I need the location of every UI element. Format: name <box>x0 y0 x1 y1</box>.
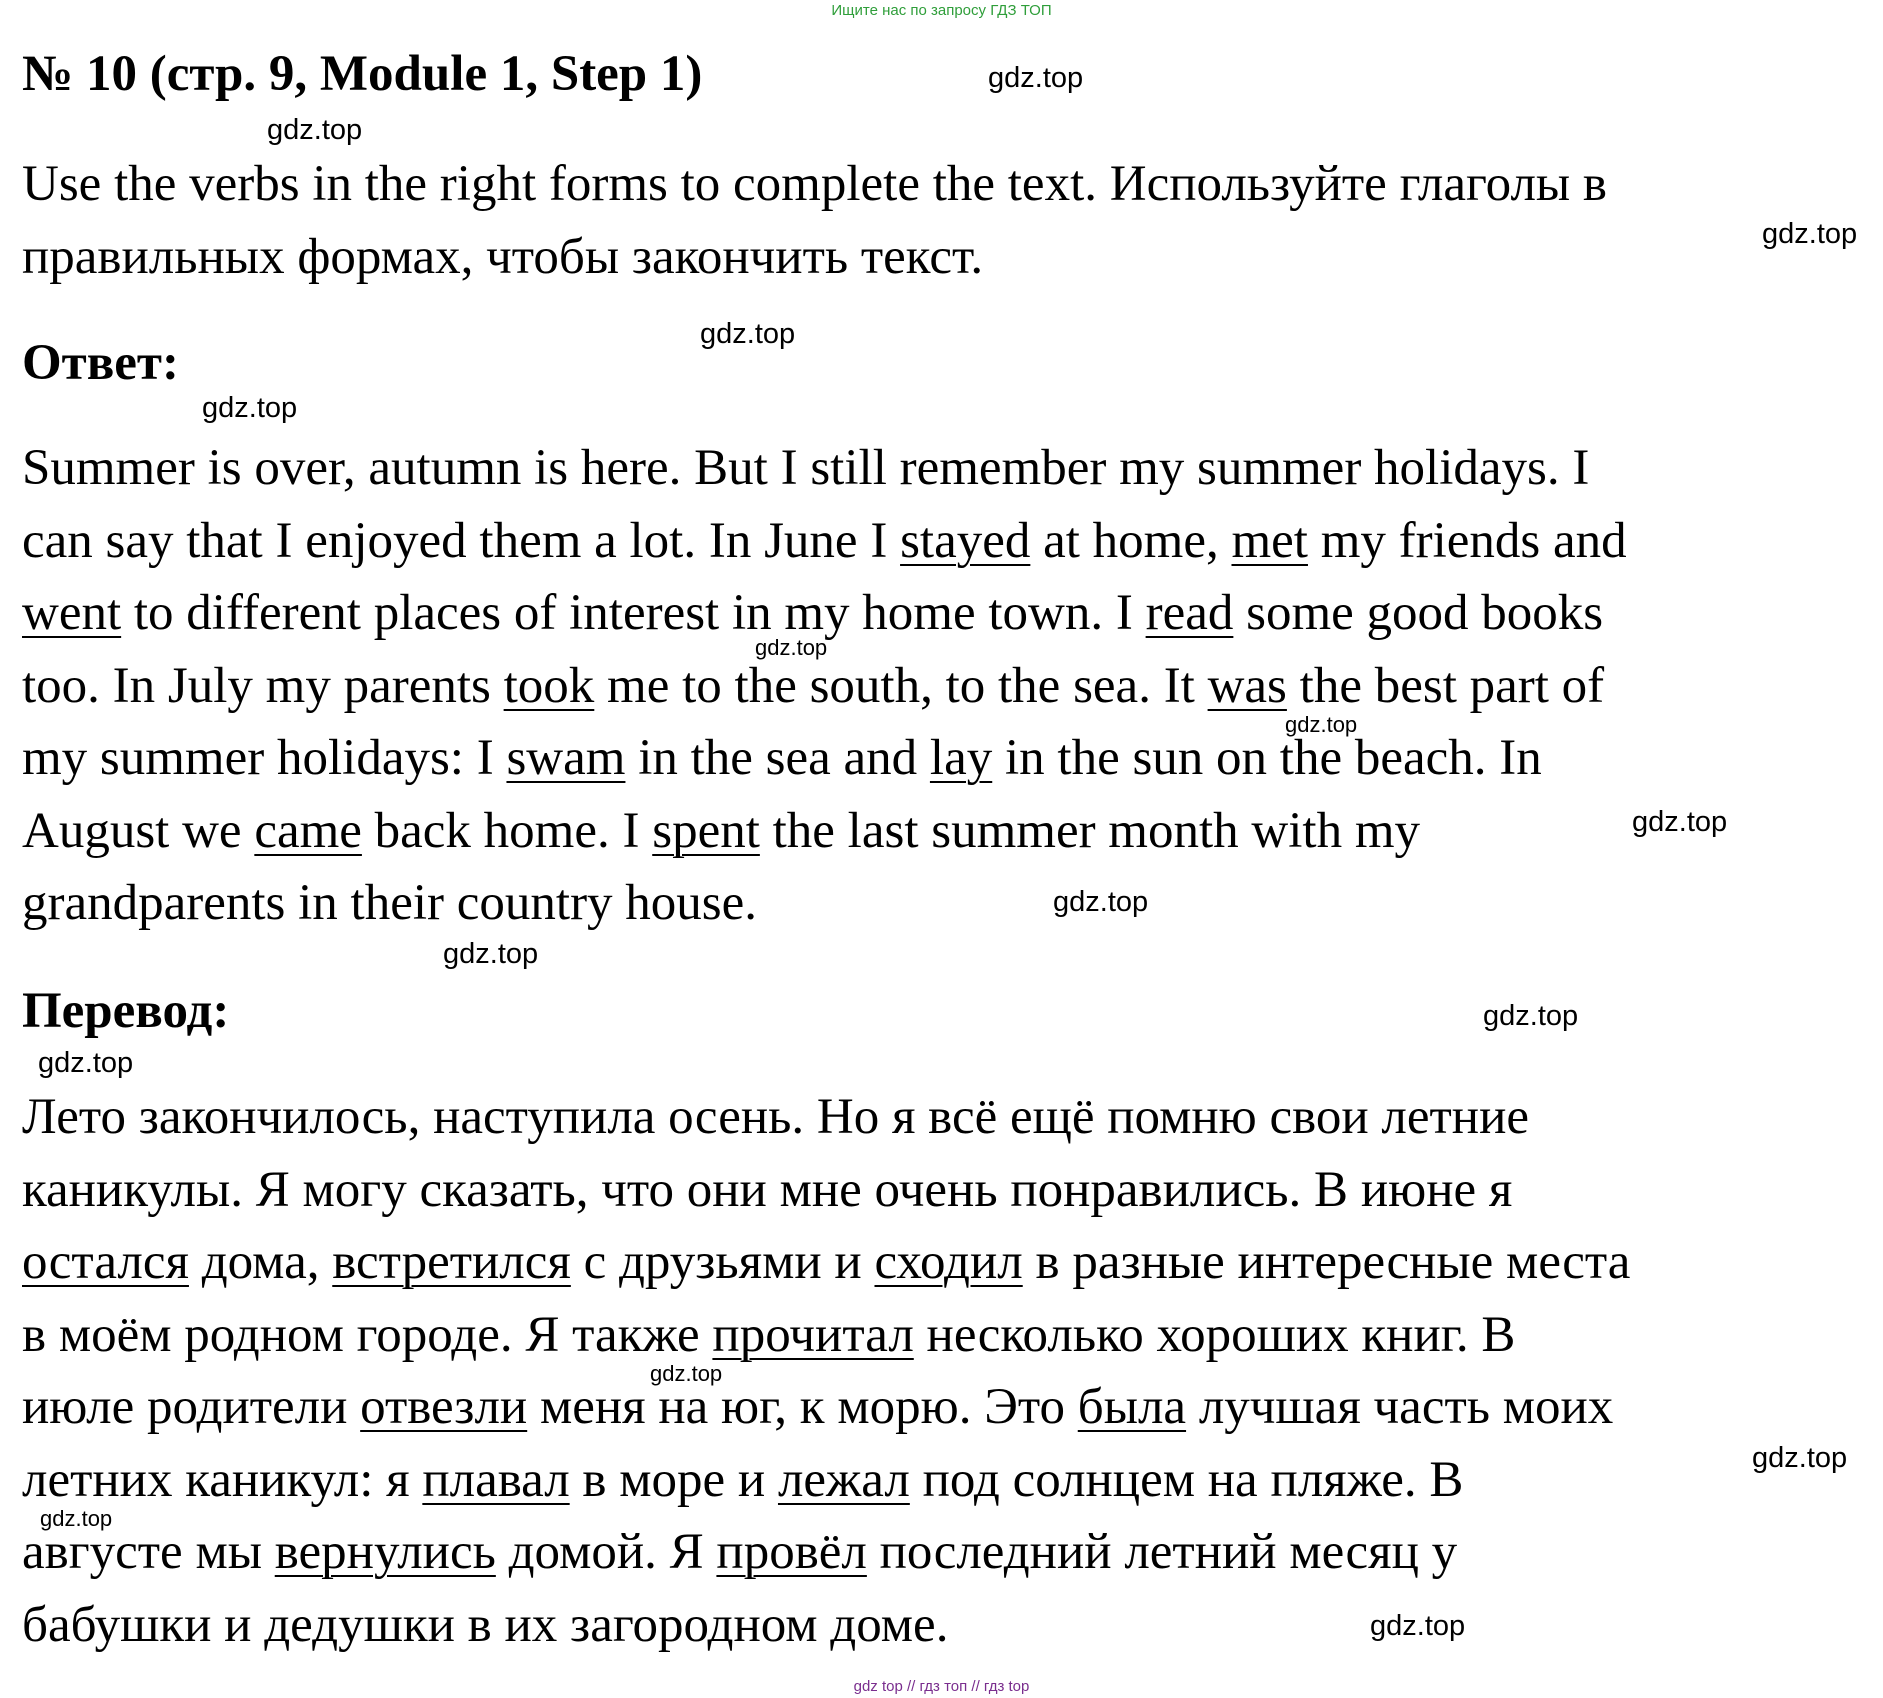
bottom-banner[interactable]: gdz top // гдз топ // гдз top <box>853 1678 1030 1695</box>
answer-verb: took <box>503 657 595 714</box>
translation-verb: провёл <box>716 1524 867 1580</box>
watermark: gdz.top <box>1370 1610 1466 1642</box>
task-line: Use the verbs in the right forms to complete the text. Используйте глаголы в <box>22 156 1608 212</box>
watermark: gdz.top <box>38 1047 134 1079</box>
watermark: gdz.top <box>700 318 796 350</box>
watermark: gdz.top <box>1752 1442 1848 1474</box>
translation-verb: остался <box>22 1234 189 1290</box>
answer-heading: Ответ: <box>22 335 179 391</box>
translation-verb: плавал <box>422 1451 570 1508</box>
watermark: gdz.top <box>1285 712 1358 737</box>
answer-text <box>22 432 1872 940</box>
translation-line: бабушки и дедушки в их загородном доме. <box>22 1596 949 1653</box>
watermark: gdz.top <box>650 1361 723 1386</box>
answer-line: Summer is over, autumn is here. But I still remember my summer holidays. I <box>22 440 1590 496</box>
watermark: gdz.top <box>1483 1000 1579 1032</box>
translation-verb: вернулись <box>274 1524 496 1580</box>
answer-verb: went <box>22 585 122 641</box>
answer-line: my summer holidays: I swam in the sea and lay in the sun on the beach. In <box>22 730 1542 786</box>
translation-heading: Перевод: <box>22 983 230 1039</box>
translation-text <box>22 1081 1872 1661</box>
watermark: gdz.top <box>443 938 539 970</box>
translation-line: июле родители отвезли меня на юг, к морю. Это была лучшая часть моих <box>22 1379 1614 1435</box>
translation-verb: лежал <box>777 1451 910 1508</box>
answer-line: went to different places of interest in my home town. I read some good books <box>22 585 1604 641</box>
answer-verb: lay <box>929 730 993 786</box>
translation-line: каникулы. Я могу сказать, что они мне очень понравились. В июне я <box>22 1161 1513 1218</box>
watermark: gdz.top <box>40 1506 113 1531</box>
translation-line: августе мы вернулись домой. Я провёл последний летний месяц у <box>22 1524 1458 1580</box>
watermark: gdz.top <box>267 114 363 146</box>
answer-verb: spent <box>652 802 760 859</box>
answer-verb: came <box>254 802 362 859</box>
watermark: gdz.top <box>1053 886 1149 918</box>
translation-verb: сходил <box>874 1234 1023 1290</box>
watermark: gdz.top <box>1762 218 1858 250</box>
answer-verb: swam <box>506 730 626 786</box>
task-instruction <box>22 148 1872 293</box>
answer-verb: met <box>1231 512 1308 569</box>
translation-verb: встретился <box>332 1234 571 1290</box>
translation-line: Лето закончилось, наступила осень. Но я всё ещё помню свои летние <box>22 1089 1530 1145</box>
watermark: gdz.top <box>1632 806 1728 838</box>
watermark: gdz.top <box>988 62 1084 94</box>
page-title: № 10 (стр. 9, Module 1, Step 1) <box>22 46 703 102</box>
answer-line: too. In July my parents took me to the south, to the sea. It was the best part of <box>22 657 1605 714</box>
answer-line: grandparents in their country house. <box>22 875 758 931</box>
answer-verb: read <box>1145 585 1234 641</box>
watermark: gdz.top <box>755 635 828 660</box>
translation-line: остался дома, встретился с друзьями и сходил в разные интересные места <box>22 1234 1631 1290</box>
translation-verb: отвезли <box>360 1379 528 1435</box>
translation-line: летних каникул: я плавал в море и лежал под солнцем на пляже. В <box>22 1451 1464 1508</box>
answer-line: August we came back home. I spent the last summer month with my <box>22 802 1420 859</box>
translation-line: в моём родном городе. Я также прочитал несколько хороших книг. В <box>22 1306 1516 1363</box>
task-line: правильных формах, чтобы закончить текст. <box>22 228 984 285</box>
translation-verb: прочитал <box>712 1306 914 1363</box>
answer-verb: stayed <box>900 512 1031 569</box>
watermark: gdz.top <box>202 392 298 424</box>
translation-verb: была <box>1077 1379 1187 1435</box>
answer-verb: was <box>1207 657 1287 714</box>
top-banner[interactable]: Ищите нас по запросу ГДЗ ТОП <box>831 2 1052 19</box>
answer-line: can say that I enjoyed them a lot. In June I stayed at home, met my friends and <box>22 512 1627 569</box>
